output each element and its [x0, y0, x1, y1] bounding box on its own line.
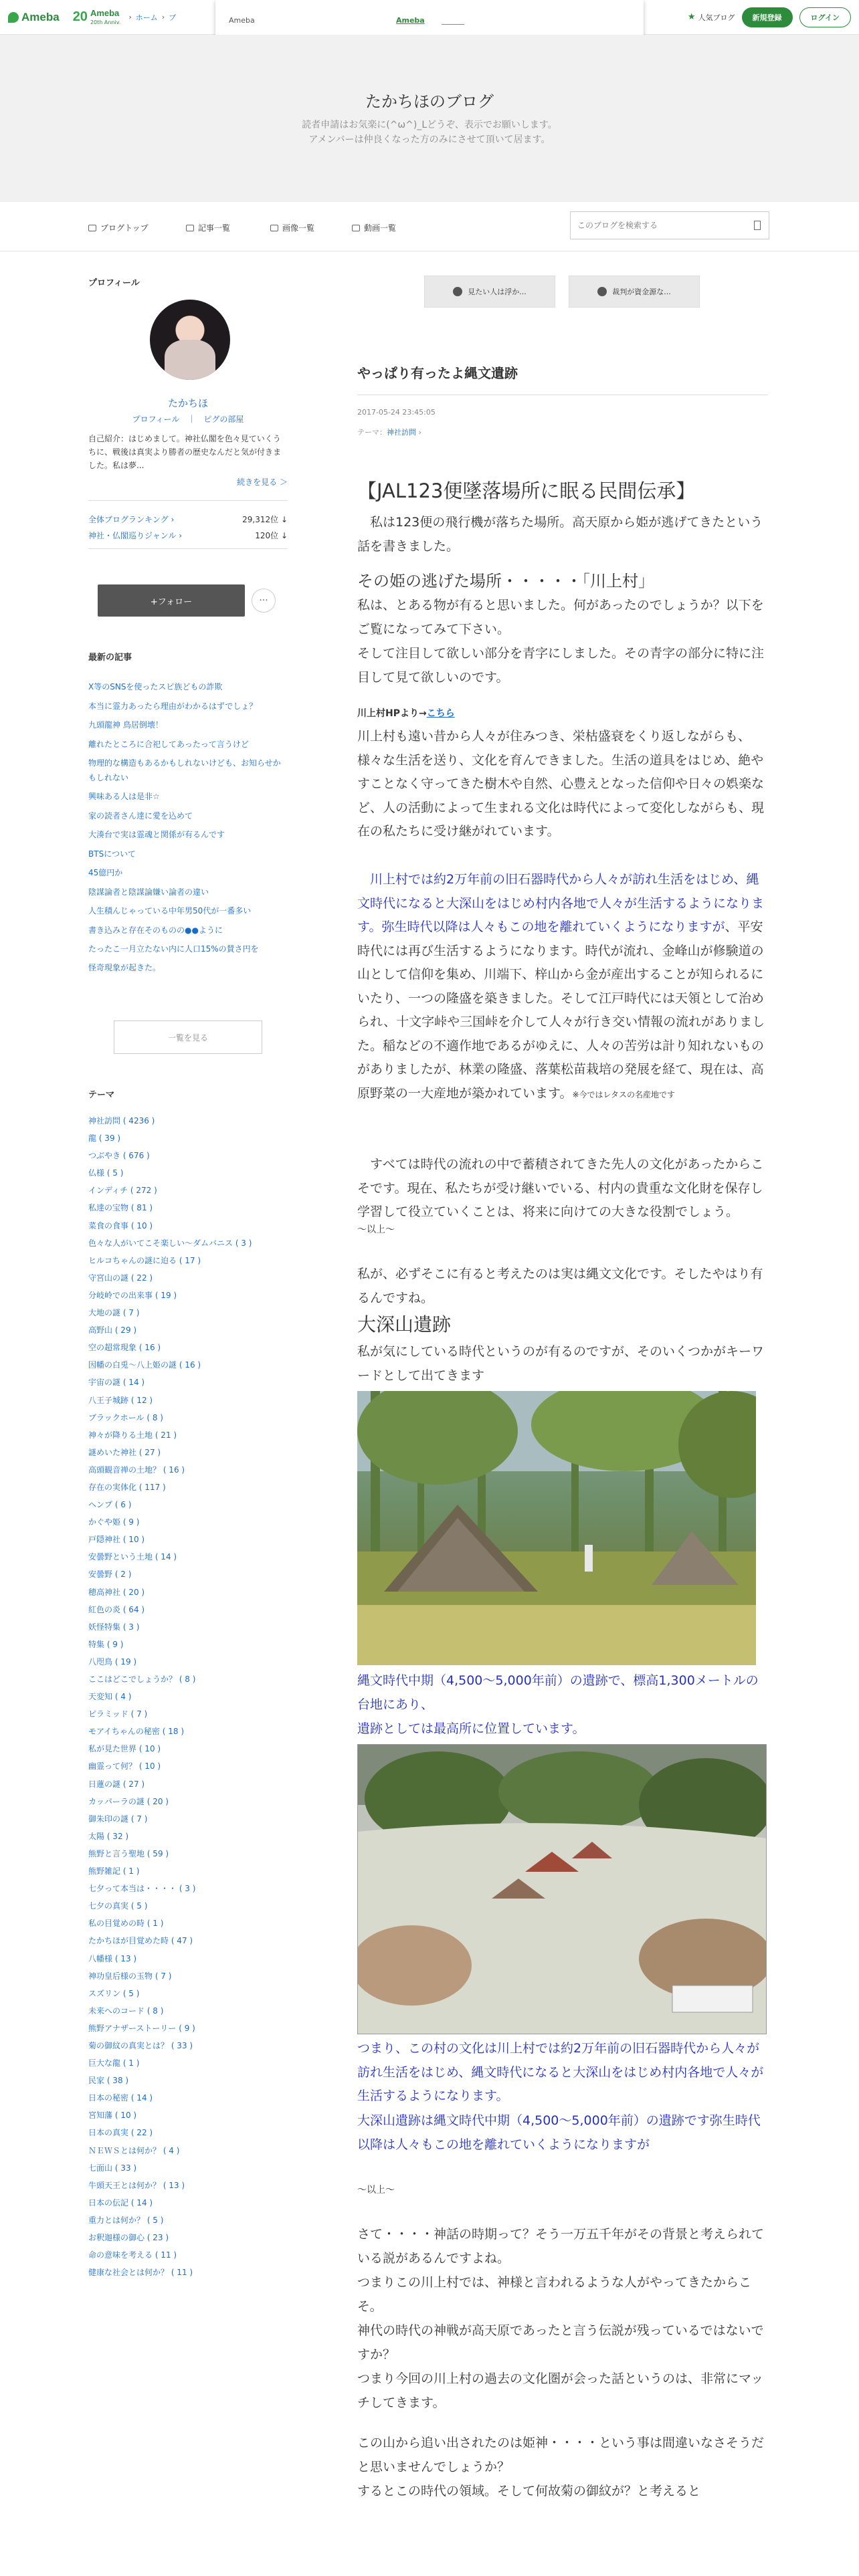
theme-item[interactable]: 巨大な龍 ( 1 )	[88, 2058, 140, 2068]
source-line: 川上村HPより→こちら	[357, 708, 455, 719]
paragraph: 私は、とある物が有ると思いました。何があったのでしょうか？以下をご覧になってみて下さい。	[357, 598, 764, 637]
theme-link[interactable]: 神社訪問	[387, 428, 416, 437]
theme-heading: テーマ	[88, 1090, 115, 1100]
breadcrumb-separator: ›	[128, 13, 132, 21]
ad-chip-1[interactable]: 見たい人は浮か...	[424, 276, 555, 308]
recent-item[interactable]: 陰謀論者と陰謀論嫌い論者の違い	[88, 887, 209, 897]
caption-2b: 大深山遺跡は縄文時代中期（4,500〜5,000年前）の遺跡です弥生時代以降は人々もこの地を離れていくようになりますが	[357, 2113, 761, 2152]
quote: 川上村も遠い昔から人々が住みつき、栄枯盛衰をくり返しながらも、様々な生活を送り、文化を育んできました。生活の道具をはじめ、絶やすことなく守ってきた樹木や自然、心豊えとなった信仰や日々の娯楽など、人の活動によって生まれる文化は時代によって変化しながらも、現在の私たちに受け継がれています。	[357, 729, 765, 839]
theme-item[interactable]: ＮＥＷＳとは何か？ ( 4 )	[88, 2145, 180, 2155]
theme-item[interactable]: 守宮山の謎 ( 22 )	[88, 1273, 153, 1283]
image-icon	[270, 225, 278, 231]
blog-header	[0, 35, 859, 202]
sidebar	[88, 276, 288, 2278]
recent-item[interactable]: 怪奇現象が起きた。	[88, 963, 161, 972]
theme-item[interactable]: 重力とは何か？ ( 5 )	[88, 2215, 164, 2225]
theme-item[interactable]: モアイちゃんの秘密 ( 18 )	[88, 1727, 184, 1737]
theme-item[interactable]: 牛頭天王とは何か？ ( 13 )	[88, 2180, 185, 2190]
diorama-photo-svg	[358, 1745, 767, 2034]
caption-1: 縄文時代中期（4,500〜5,000年前）の遺跡で、標高1,300メートルの台地にあり、	[357, 1673, 759, 1712]
profile-name[interactable]: たかちほ	[167, 397, 208, 409]
breadcrumb-blog[interactable]: ブ	[169, 13, 177, 22]
search-input[interactable]	[571, 212, 738, 239]
article-heading: 【JAL123便墜落場所に眠る民間伝承】	[357, 479, 696, 502]
theme-item[interactable]: 御朱印の謎 ( 7 )	[88, 1814, 148, 1824]
theme-item[interactable]: 仏様 ( 5 )	[88, 1168, 124, 1178]
recent-item[interactable]: 書き込みと存在そのものの●●ように	[88, 925, 223, 935]
recent-heading: 最新の記事	[88, 653, 132, 663]
recent-item[interactable]: 人生積んじゃっている中年男50代が一番多い	[88, 906, 252, 916]
theme-item[interactable]: インディチ ( 272 )	[88, 1186, 157, 1196]
profile-links[interactable]: プロフィール ｜ ピグの部屋	[132, 415, 244, 424]
theme-item[interactable]: 高野山 ( 29 )	[88, 1325, 137, 1335]
theme-item[interactable]: 分岐岭での出来事 ( 19 )	[88, 1290, 177, 1300]
home-icon	[88, 225, 96, 231]
recent-more-button[interactable]: 一覧を見る	[114, 1021, 262, 1054]
theme-item[interactable]: 神功皇后様の玉物 ( 7 )	[88, 1971, 172, 1981]
theme-item[interactable]: 宮知藩 ( 10 )	[88, 2111, 137, 2121]
theme-item[interactable]: 幽霊って何？ ( 10 )	[88, 1761, 161, 1772]
theme-item[interactable]: 神社訪問 ( 4236 )	[88, 1116, 155, 1125]
paragraph: さて・・・・神話の時期って？そう一万五千年がその背景と考えられている説があるんですよね。	[357, 2227, 765, 2266]
theme-item[interactable]: 安曇野という土地 ( 14 )	[88, 1552, 177, 1562]
theme-item[interactable]: ここはどこでしょうか？ ( 8 )	[88, 1675, 196, 1684]
login-button[interactable]: ログイン	[799, 7, 851, 27]
ad-icon	[597, 287, 607, 296]
paragraph: 神代の時代の神戦が高天原であったと言う伝説が残っているではないですか？	[357, 2323, 764, 2362]
recent-item[interactable]: たったこ一月立たない内に人口15%の賛さ円を	[88, 944, 259, 954]
recent-item[interactable]: 九頭龍神 鳥居倒壊！	[88, 720, 163, 730]
theme-item[interactable]: 日本の真実 ( 22 )	[88, 2128, 153, 2138]
avatar[interactable]	[150, 300, 230, 380]
theme-item[interactable]: 私の目覚めの時 ( 1 )	[88, 1919, 164, 1929]
theme-item[interactable]: 八咫鳥 ( 19 )	[88, 1656, 137, 1667]
caption-1b: 遺跡としては最高所に位置しています。	[357, 1721, 585, 1736]
paragraph: 私が気にしている時代というのが有るのですが、そのいくつかがキーワードとして出てきます	[357, 1344, 765, 1383]
paragraph: つまり今回の川上村の過去の文化圏が会った話というのは、非常にマッチしてきます。	[357, 2371, 764, 2410]
source-link[interactable]: こちら	[426, 708, 455, 719]
recent-item[interactable]: 興味ある人は是非☆	[88, 792, 160, 801]
paragraph: 私が、必ずそこに有ると考えたのは実は縄文文化です。そしたやはり有るんですね。	[357, 1267, 763, 1305]
theme-item[interactable]: 戸隠神社 ( 10 )	[88, 1535, 145, 1545]
follow-button[interactable]: +フォロー	[98, 584, 245, 617]
theme-item[interactable]: 七夕の真実 ( 5 )	[88, 1901, 148, 1911]
diorama-photo[interactable]	[357, 1744, 767, 2034]
recent-item[interactable]: 物理的な構造もあるかもしれないけども、お知らせかもしれない	[88, 758, 281, 782]
theme-item[interactable]: 私達の宝物 ( 81 )	[88, 1203, 153, 1213]
theme-item[interactable]: 穂高神社 ( 20 )	[88, 1587, 145, 1597]
recent-articles	[88, 650, 288, 978]
theme-item[interactable]: ヘンプ ( 6 )	[88, 1500, 132, 1510]
quote-end: 〜以上〜	[357, 1224, 395, 1235]
ad-icon	[453, 287, 462, 296]
caption-2: つまり、この村の文化は川上村では約2万年前の旧石器時代から人々が訪れ生活をはじめ、縄文時代になると大深山をはじめ村内各地で人々が生活するようになります。	[357, 2041, 764, 2103]
theme-item[interactable]: 宇宙の謎 ( 14 )	[88, 1378, 145, 1388]
blog-title[interactable]: たかちほのブログ	[365, 92, 494, 111]
theme-item[interactable]: 高頭観音禅の土地？ ( 16 )	[88, 1465, 185, 1475]
video-icon	[352, 225, 360, 231]
recent-item[interactable]: 45億円か	[88, 868, 123, 877]
subheading: その姫の逃げた場所・・・・・「川上村」	[357, 572, 654, 591]
ruins-photo-svg	[357, 1391, 756, 1665]
theme-item[interactable]: 七夕って本当は・・・・ ( 3 )	[88, 1884, 196, 1894]
recent-item[interactable]: BTSについて	[88, 849, 136, 859]
theme-item[interactable]: お釈迦様の御心 ( 23 )	[88, 2233, 169, 2242]
theme-item[interactable]: 日本の伝記 ( 14 )	[88, 2197, 153, 2208]
nav-article-list[interactable]: 記事一覧	[186, 222, 230, 233]
subheading: 大深山遺跡	[357, 1313, 452, 1335]
theme-item[interactable]: 太陽 ( 32 )	[88, 1831, 129, 1841]
theme-list	[88, 1087, 288, 2281]
register-button[interactable]: 新規登録	[742, 7, 793, 27]
theme-item[interactable]: 空の超常現象 ( 16 )	[88, 1343, 161, 1353]
article-date: 2017-05-24 23:45:05	[357, 408, 436, 417]
theme-item[interactable]: 七面山 ( 33 )	[88, 2163, 137, 2173]
theme-item[interactable]: ヒルコちゃんの謎に迫る ( 17 )	[88, 1255, 201, 1265]
recent-item[interactable]: X等のSNSを使ったスピ族どもの詐欺	[88, 682, 223, 691]
divider	[88, 548, 288, 549]
blog-description-1: 読者申請はお気楽に(^ω^)_Lどうぞ、表示でお願いします。	[302, 120, 557, 130]
theme-item[interactable]: 健康な社会とは何か？ ( 11 )	[88, 2268, 193, 2278]
theme-item[interactable]: スズリン ( 5 )	[88, 1988, 140, 1998]
theme-item[interactable]: 妖怪特集 ( 3 )	[88, 1622, 140, 1632]
paragraph: そして注目して欲しい部分を青字にしました。その青字の部分に特に注目して見て欲しいのです。	[357, 646, 765, 685]
theme-item[interactable]: 謎めいた神社 ( 27 )	[88, 1447, 161, 1457]
recent-item[interactable]: 家の読者さん達に愛を込めて	[88, 811, 193, 821]
theme-item[interactable]: 熊野雑記 ( 1 )	[88, 1866, 140, 1876]
theme-item[interactable]: 八幡様 ( 13 )	[88, 1953, 137, 1963]
theme-item[interactable]: つぶやき ( 676 )	[88, 1151, 150, 1161]
theme-item[interactable]: 紅色の炎 ( 64 )	[88, 1604, 145, 1614]
theme-item[interactable]: たかちほが目覚めた時 ( 47 )	[88, 1936, 193, 1946]
search-icon[interactable]	[754, 221, 761, 230]
theme-item[interactable]: 色々な人がいてこそ楽しい〜ダムバニス ( 3 )	[88, 1238, 252, 1248]
theme-item[interactable]: 未来へのコード ( 8 )	[88, 2006, 164, 2016]
nav-image-list[interactable]: 画像一覧	[270, 222, 314, 233]
quote: すべては時代の流れの中で蓄積されてきた先人の文化があったからこそです。現在、私たちが受け継いでいる、村内の貴重な文化財を保存し学習して役立ていくことは、将来に向けての大きな役割でしょう。	[357, 1157, 764, 1219]
recent-item[interactable]: 離れたところに合祀してあったって言うけど	[88, 739, 249, 749]
theme-item[interactable]: かぐや姫 ( 9 )	[88, 1517, 140, 1527]
theme-item[interactable]: ブラックホール ( 8 )	[88, 1412, 163, 1422]
theme-item[interactable]: 日本の秘密 ( 14 )	[88, 2093, 153, 2103]
breadcrumb	[128, 12, 176, 23]
more-options-icon[interactable]: ···	[252, 588, 276, 613]
theme-item[interactable]: 八王子城跡 ( 12 )	[88, 1395, 153, 1405]
rank-genre[interactable]: 神社・仏閣巡りジャンル › 120位 ↓	[88, 531, 288, 540]
recent-item[interactable]: 本当に霊力あったら理由がわかるはずでしょ？	[88, 701, 258, 711]
theme-item[interactable]: 菜食の食事 ( 10 )	[88, 1220, 153, 1230]
theme-item[interactable]: 熊野アナザーストーリー ( 9 )	[88, 2023, 195, 2033]
paragraph: この山から追い出されたのは姫神・・・・という事は間違いなさそうだと思いませんでしょうか？	[357, 2436, 765, 2474]
blog-search	[570, 211, 769, 239]
recent-item[interactable]: 大湊台で実は霊魂と関係が有るんです	[88, 830, 225, 839]
nav-video-list[interactable]: 動画一覧	[352, 222, 396, 233]
breadcrumb-separator: ›	[161, 13, 165, 21]
paragraph: つまりこの川上村では、神様と言われるような人がやってきたからこそ。	[357, 2275, 752, 2314]
theme-item[interactable]: 私が見た世界 ( 10 )	[88, 1744, 161, 1754]
divider	[88, 500, 288, 501]
article-title[interactable]: やっぱり有ったよ縄文遺跡	[357, 365, 518, 381]
theme-item[interactable]: ピラミッド ( 7 )	[88, 1709, 148, 1719]
quote-2: 川上村では約2万年前の旧石器時代から人々が訪れ生活をはじめ、縄文時代になると大深山をはじめ村内各地で人々が生活するようになります。弥生時代以降は人々もこの地を離れていくようになりますが、平安時代には再び生活するようになります。時代が流れ、金峰山が修験道の山として信仰を集め、川端下、梓山から金が産出することが知られるにいたり、一つの隆盛を築きました。そして江戸時代には天領として治められ、十文字峠や三国峠を介して人々が行き交い情報の流れがありました。稲などの不適作地であるがゆえに、人々の苦労は計り知れないものがありましたが、林業の隆盛、落葉松苗栽培の発展を経て、現在は、高原野菜の一大産地が築かれています。※今ではレタスの名産地です	[357, 872, 765, 1101]
theme-item[interactable]: 日蓮の謎 ( 27 )	[88, 1779, 145, 1789]
ad-chip-2[interactable]: 裁判が資金源な...	[569, 276, 700, 308]
blog-description-2: アメンバーは仲良くなった方のみにさせて頂いて居ます。	[308, 134, 551, 145]
theme-item[interactable]: 民家 ( 38 )	[88, 2076, 129, 2086]
theme-item[interactable]: 天変知 ( 4 )	[88, 1692, 132, 1702]
theme-item[interactable]: 龍 ( 39 )	[88, 1134, 121, 1144]
ad-underline	[442, 24, 464, 25]
theme-item[interactable]: 大地の謎 ( 7 )	[88, 1308, 140, 1318]
nav-blog-top[interactable]: ブログトップ	[88, 222, 149, 233]
theme-item[interactable]: 熊野と言う聖地 ( 59 )	[88, 1848, 169, 1858]
ameba-leaf-icon	[8, 12, 19, 23]
caption-end: 〜以上〜	[357, 2185, 395, 2195]
ad-link[interactable]: Ameba	[396, 16, 425, 25]
theme-item[interactable]: 因幡の白兎〜八上姫の謎 ( 16 )	[88, 1360, 201, 1370]
popular-blog-link[interactable]: ★ 人気ブログ	[687, 12, 735, 22]
theme-item[interactable]: カッパーラの謎 ( 20 )	[88, 1796, 169, 1806]
theme-item[interactable]: 特集 ( 9 )	[88, 1639, 124, 1649]
breadcrumb-home[interactable]: ホーム	[135, 13, 158, 22]
ameba-logo[interactable]: Ameba	[8, 11, 60, 24]
theme-item[interactable]: 神々が降りる土地 ( 21 )	[88, 1430, 177, 1440]
profile-more-link[interactable]: 続きを見る ＞	[237, 477, 288, 487]
crown-icon: ★	[687, 12, 696, 22]
ruins-photo[interactable]	[357, 1391, 756, 1665]
theme-item[interactable]: 菊の御紋の真実とは？ ( 33 )	[88, 2040, 193, 2050]
paragraph: 私は123便の飛行機が落ちた場所。高天原から姫が逃げてきたという話を書きました。	[357, 515, 763, 554]
theme-item[interactable]: 存在の実体化 ( 117 )	[88, 1482, 166, 1492]
article-theme: テーマ：神社訪問 ›	[357, 428, 421, 437]
list-icon	[186, 225, 194, 231]
paragraph: するとこの時代の領域。そして何故菊の御紋が？と考えると	[357, 2484, 701, 2498]
profile-heading: プロフィール	[88, 278, 140, 288]
theme-item[interactable]: 命の意味を考える ( 11 )	[88, 2250, 177, 2260]
rank-total[interactable]: 全体ブログランキング › 29,312位 ↓	[88, 515, 288, 524]
anniversary-logo[interactable]: 20 Ameba 20th Anniv.	[72, 7, 121, 25]
theme-item[interactable]: 安曇野 ( 2 )	[88, 1570, 132, 1580]
ad-label: Ameba	[229, 16, 255, 25]
profile-intro: 自己紹介：はじめまして。神社仏閣を色々見ていくうちに、戦後は真実より勝者の歴史なんだと気が付きました。私は夢...	[88, 434, 282, 470]
